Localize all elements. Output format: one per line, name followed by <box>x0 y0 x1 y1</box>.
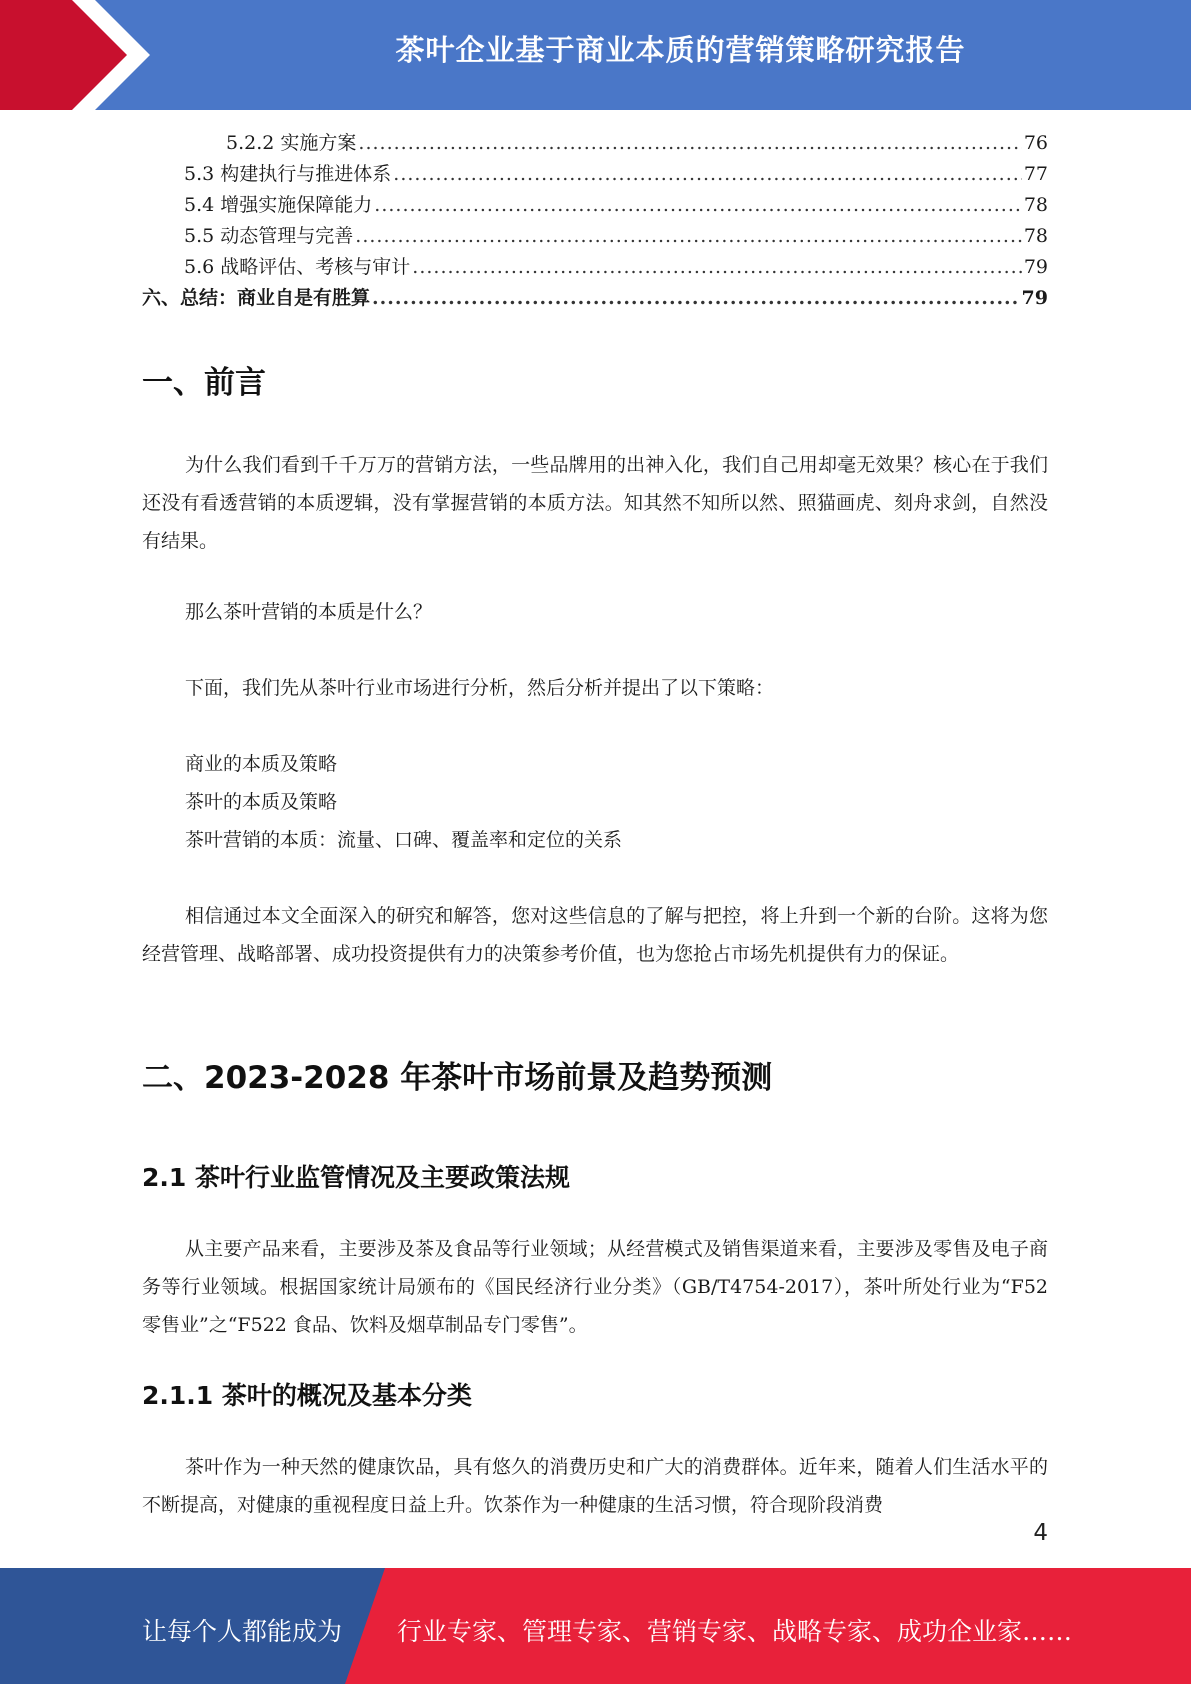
toc-entry-title: 构建执行与推进体系 <box>220 163 392 185</box>
paragraph: 下面，我们先从茶叶行业市场进行分析，然后分析并提出了以下策略： <box>185 677 775 699</box>
toc-entry[interactable] <box>142 159 1048 190</box>
toc-leader-dots <box>412 256 1022 278</box>
page-header <box>0 0 1191 110</box>
toc-entry-title: 实施方案 <box>280 132 357 154</box>
list-item: 商业的本质及策略 <box>185 753 338 775</box>
page-number: 4 <box>1033 1520 1048 1546</box>
toc-entry[interactable] <box>142 283 1048 314</box>
list-item: 茶叶的本质及策略 <box>185 791 338 813</box>
subsection-heading: 2.1.1 茶叶的概况及基本分类 <box>142 1381 472 1410</box>
toc-entry-page: 79 <box>1021 287 1048 309</box>
toc-entry-page: 77 <box>1023 163 1048 185</box>
toc-entry-number: 5.6 <box>184 256 215 278</box>
toc-entry-page: 78 <box>1023 225 1048 247</box>
list-item: 茶叶营销的本质：流量、口碑、覆盖率和定位的关系 <box>185 829 623 851</box>
toc-leader-dots <box>393 163 1022 185</box>
toc-leader-dots <box>358 132 1021 154</box>
toc-entry[interactable] <box>142 221 1048 252</box>
toc-entry-number: 5.5 <box>184 225 215 247</box>
paragraph: 从主要产品来看，主要涉及茶及食品等行业领域；从经营模式及销售渠道来看，主要涉及零售及电子商务等行业领域。根据国家统计局颁布的《国民经济行业分类》（GB/T4754-2017），茶叶所处行业为“F52 零售业”之“F522 食品、饮料及烟草制品专门零售”。 <box>142 1238 1048 1336</box>
toc-entry[interactable] <box>142 252 1048 283</box>
toc-entry-title: 总结：商业自是有胜算 <box>180 287 371 309</box>
toc-entry-title: 战略评估、考核与审计 <box>220 256 411 278</box>
toc-entry[interactable] <box>142 128 1048 159</box>
subsection-heading: 2.1 茶叶行业监管情况及主要政策法规 <box>142 1163 570 1192</box>
toc-entry-number: 5.4 <box>184 194 215 216</box>
page-footer <box>0 1568 1191 1684</box>
table-of-contents <box>142 128 1048 314</box>
header-arrow-icon <box>0 0 160 110</box>
toc-leader-dots <box>372 287 1020 309</box>
report-title: 茶叶企业基于商业本质的营销策略研究报告 <box>395 33 966 67</box>
toc-entry-page: 79 <box>1023 256 1048 278</box>
toc-entry-page: 76 <box>1023 132 1048 154</box>
section-heading: 二、2023-2028 年茶叶市场前景及趋势预测 <box>142 1060 773 1096</box>
toc-leader-dots <box>355 225 1022 247</box>
toc-entry-number: 六、 <box>142 287 181 309</box>
toc-entry[interactable] <box>142 190 1048 221</box>
paragraph: 相信通过本文全面深入的研究和解答，您对这些信息的了解与把控，将上升到一个新的台阶。这将为您经营管理、战略部署、成功投资提供有力的决策参考价值，也为您抢占市场先机提供有力的保证。 <box>142 905 1048 965</box>
footer-slogan-right: 行业专家、管理专家、营销专家、战略专家、成功企业家…… <box>397 1617 1073 1646</box>
toc-entry-title: 动态管理与完善 <box>220 225 354 247</box>
toc-leader-dots <box>374 194 1022 216</box>
footer-slogan-left: 让每个人都能成为 <box>142 1617 343 1646</box>
section-heading: 一、前言 <box>142 365 266 401</box>
toc-entry-number: 5.2.2 <box>226 132 275 154</box>
paragraph: 那么茶叶营销的本质是什么？ <box>185 601 433 623</box>
paragraph: 茶叶作为一种天然的健康饮品，具有悠久的消费历史和广大的消费群体。近年来，随着人们生活水平的不断提高，对健康的重视程度日益上升。饮茶作为一种健康的生活习惯，符合现阶段消费 <box>142 1456 1048 1516</box>
toc-entry-number: 5.3 <box>184 163 215 185</box>
paragraph: 为什么我们看到千千万万的营销方法，一些品牌用的出神入化，我们自己用却毫无效果？核心在于我们还没有看透营销的本质逻辑，没有掌握营销的本质方法。知其然不知所以然、照猫画虎、刻舟求剑，自然没有结果。 <box>142 454 1048 552</box>
toc-entry-page: 78 <box>1023 194 1048 216</box>
toc-entry-title: 增强实施保障能力 <box>220 194 373 216</box>
